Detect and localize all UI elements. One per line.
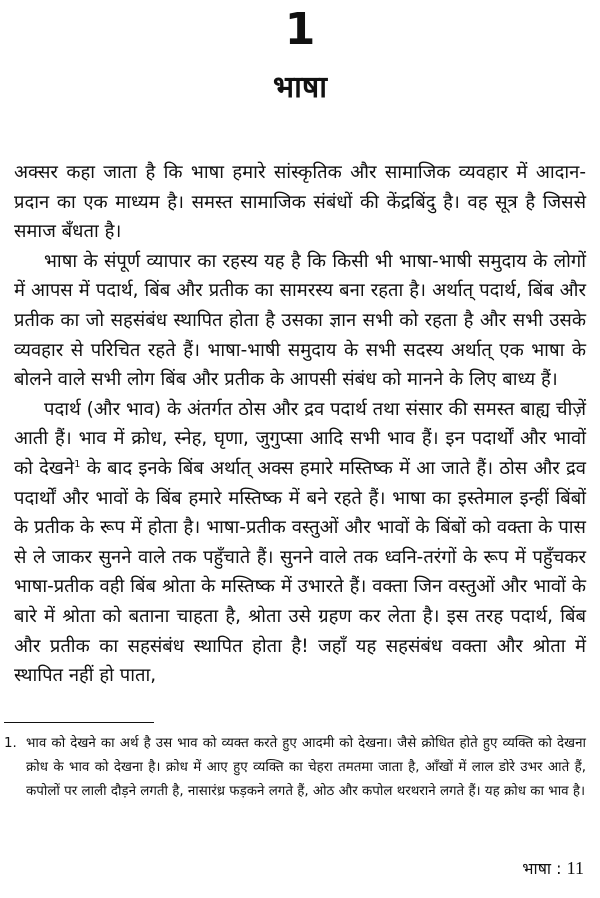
chapter-number: 1 [284, 4, 316, 55]
paragraph-3-part-2: के बाद इनके बिंब अर्थात् अक्स हमारे मस्तिष्क में आ जाते हैं। ठोस और द्रव पदार्थों और भावों के बिंब हमारे मस्तिष्क में बने रहते हैं। भाषा का इस्तेमाल इन्हीं बिंबों के प्रतीक के रूप में होता है। भाषा-प्रतीक वस्तुओं और भावों के बिंबों को वक्ता के पास से ले जाकर सुनने वाले तक पहुँचाते हैं। सुनने वाले तक ध्वनि-तरंगों के रूप में पहुँचकर भाषा-प्रतीक वही बिंब श्रोता के मस्तिष्क में उभारते हैं। वक्ता जिन वस्तुओं और भावों के बारे में श्रोता को बताना चाहता है, श्रोता उसे ग्रहण कर लेता है। इस तरह पदार्थ, बिंब और प्रतीक का सहसंबंध स्थापित होता है! जहाँ यह सहसंबंध वक्ता और श्रोता में स्थापित नहीं हो पाता, [14, 457, 587, 687]
running-title: भाषा : [522, 859, 562, 878]
paragraph-1: अक्सर कहा जाता है कि भाषा हमारे सांस्कृतिक और सामाजिक व्यवहार में आदान-प्रदान का एक माध्यम है। समस्त सामाजिक संबंधों की केंद्रबिंदु है। वह सूत्र है जिससे समाज बँधता है। [14, 162, 586, 243]
paragraph-2: भाषा के संपूर्ण व्यापार का रहस्य यह है कि किसी भी भाषा-भाषी समुदाय के लोगों में आपस में पदार्थ, बिंब और प्रतीक का सामरस्य बना रहता है। अर्थात् पदार्थ, बिंब और प्रतीक का जो सहसंबंध स्थापित होता है उसका ज्ञान सभी को रहता है और सभी उसके व्यवहार से परिचित रहते हैं। भाषा-भाषी समुदाय के सभी सदस्य अर्थात् एक भाषा के बोलने वाले सभी लोग बिंब और प्रतीक के आपसी संबंध को मानने के लिए बाध्य हैं। [14, 250, 586, 391]
footnote-divider [4, 722, 154, 723]
footnote-reference: 1 [74, 458, 81, 470]
body-text [14, 158, 586, 691]
page-footer [522, 856, 584, 881]
page-number: 11 [566, 858, 584, 878]
footnote-number: 1. [4, 736, 17, 751]
footnote [4, 732, 586, 804]
paragraph-3 [14, 395, 586, 691]
chapter-title: भाषा [273, 70, 327, 105]
footnote-text: भाव को देखने का अर्थ है उस भाव को व्यक्त करते हुए आदमी को देखना। जैसे क्रोधित होते हुए व्यक्ति को देखना क्रोध के भाव को देखना है। क्रोध में आए हुए व्यक्ति का चेहरा तमतमा जाता है, आँखों में लाल डोरे उभर आते हैं, कपोलों पर लाली दौड़ने लगती है, नासारंध्र फड़कने लगते हैं, ओठ और कपोल थरथराने लगते हैं। यह क्रोध का भाव है। [26, 736, 586, 799]
paragraph-3-part-1: पदार्थ (और भाव) के अंतर्गत ठोस और द्रव पदार्थ तथा संसार की समस्त बाह्य चीज़ें आती हैं। भाव में क्रोध, स्नेह, घृणा, जुगुप्सा आदि सभी भाव हैं। इन पदार्थों और भावों को देखने [14, 398, 586, 479]
